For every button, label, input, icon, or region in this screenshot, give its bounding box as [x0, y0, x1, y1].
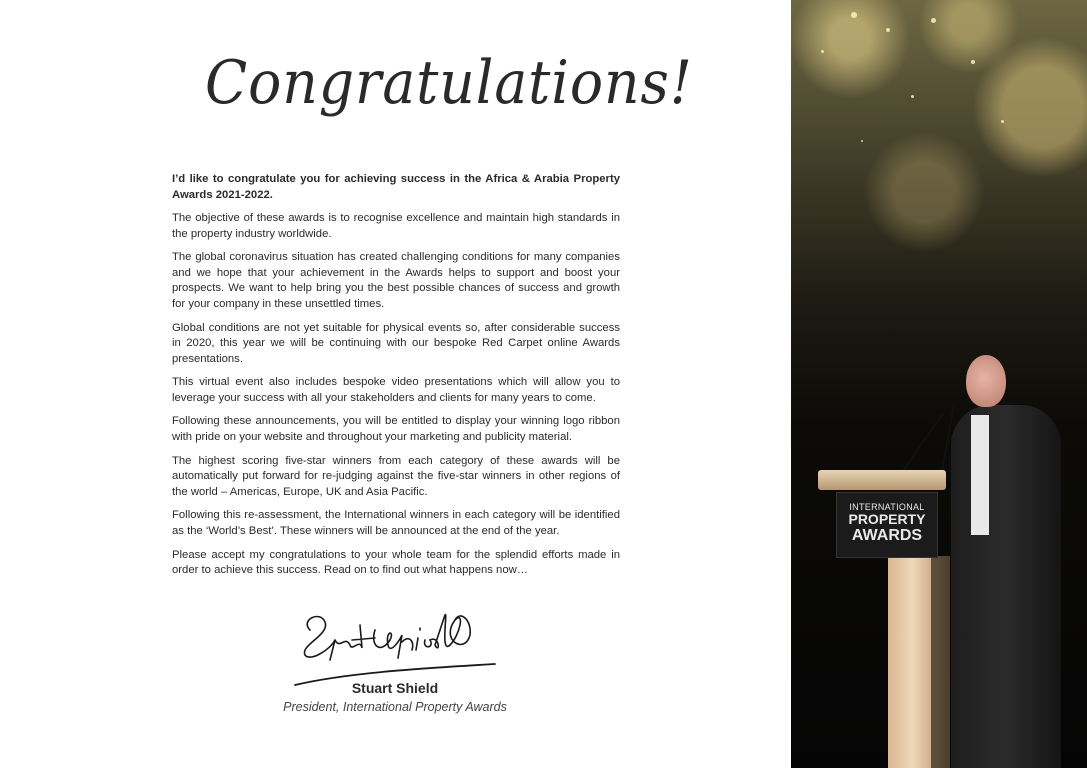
paragraph: The global coronavirus situation has created challenging conditions for many companies and we hope that your achievement in the Awards helps to support and boost your prospects. We want to help bring you the best possible chances of success and growth for your company in these unsettled times. — [172, 251, 620, 310]
podium-sign-line3: AWARDS — [851, 527, 923, 544]
awards-photo — [791, 0, 1087, 768]
paragraph: This virtual event also includes bespoke video presentations which will allow you to leverage your success with all your stakeholders and clients for many years to come. — [172, 376, 620, 404]
bokeh-light — [851, 12, 857, 18]
bokeh-light — [821, 50, 824, 53]
page-title: Congratulations! — [205, 48, 693, 118]
paragraph: Following this re-assessment, the International winners in each category will be identified as the ‘World’s Best’. These winners will be announced at the end of the year. — [172, 509, 620, 537]
signatory-name: Stuart Shield — [351, 680, 439, 696]
paragraph: Following these announcements, you will be entitled to display your winning logo ribbon with pride on your website and throughout your marketing and publicity material. — [172, 415, 620, 443]
bokeh-light — [861, 140, 863, 142]
paragraph: The objective of these awards is to recognise excellence and maintain high standards in the property industry worldwide. — [172, 212, 620, 240]
speaker-figure — [951, 405, 1061, 768]
microphone-stand — [901, 412, 944, 472]
letter-body — [172, 172, 620, 587]
speaker-head — [966, 355, 1006, 407]
podium-sign — [836, 492, 938, 558]
podium-shadow — [931, 556, 951, 768]
podium-top — [818, 470, 946, 490]
bokeh-light — [931, 18, 936, 23]
bokeh-light — [971, 60, 975, 64]
bokeh-light — [911, 95, 914, 98]
paragraph-intro: I’d like to congratulate you for achieving success in the Africa & Arabia Property Awards 2021-2022. — [172, 173, 620, 201]
podium-sign-line2: PROPERTY — [848, 511, 926, 527]
signatory-title: President, International Property Awards — [283, 700, 507, 714]
paragraph: Global conditions are not yet suitable for physical events so, after considerable success in 2020, this year we will be continuing with our bespoke Red Carpet online Awards presentations. — [172, 321, 620, 365]
bokeh-light — [1001, 120, 1004, 123]
bokeh-light — [886, 28, 890, 32]
paragraph: The highest scoring five-star winners from each category of these awards will be automatically put forward for re-judging against the five-star winners in other regions of the world – Americas, Europe, UK and Asia Pacific. — [172, 454, 620, 498]
speaker-shirt — [971, 415, 989, 535]
paragraph: Please accept my congratulations to your whole team for the splendid efforts made in order to achieve this success. Read on to find out what happens now… — [172, 548, 620, 576]
podium-sign-line1: INTERNATIONAL — [849, 502, 925, 512]
